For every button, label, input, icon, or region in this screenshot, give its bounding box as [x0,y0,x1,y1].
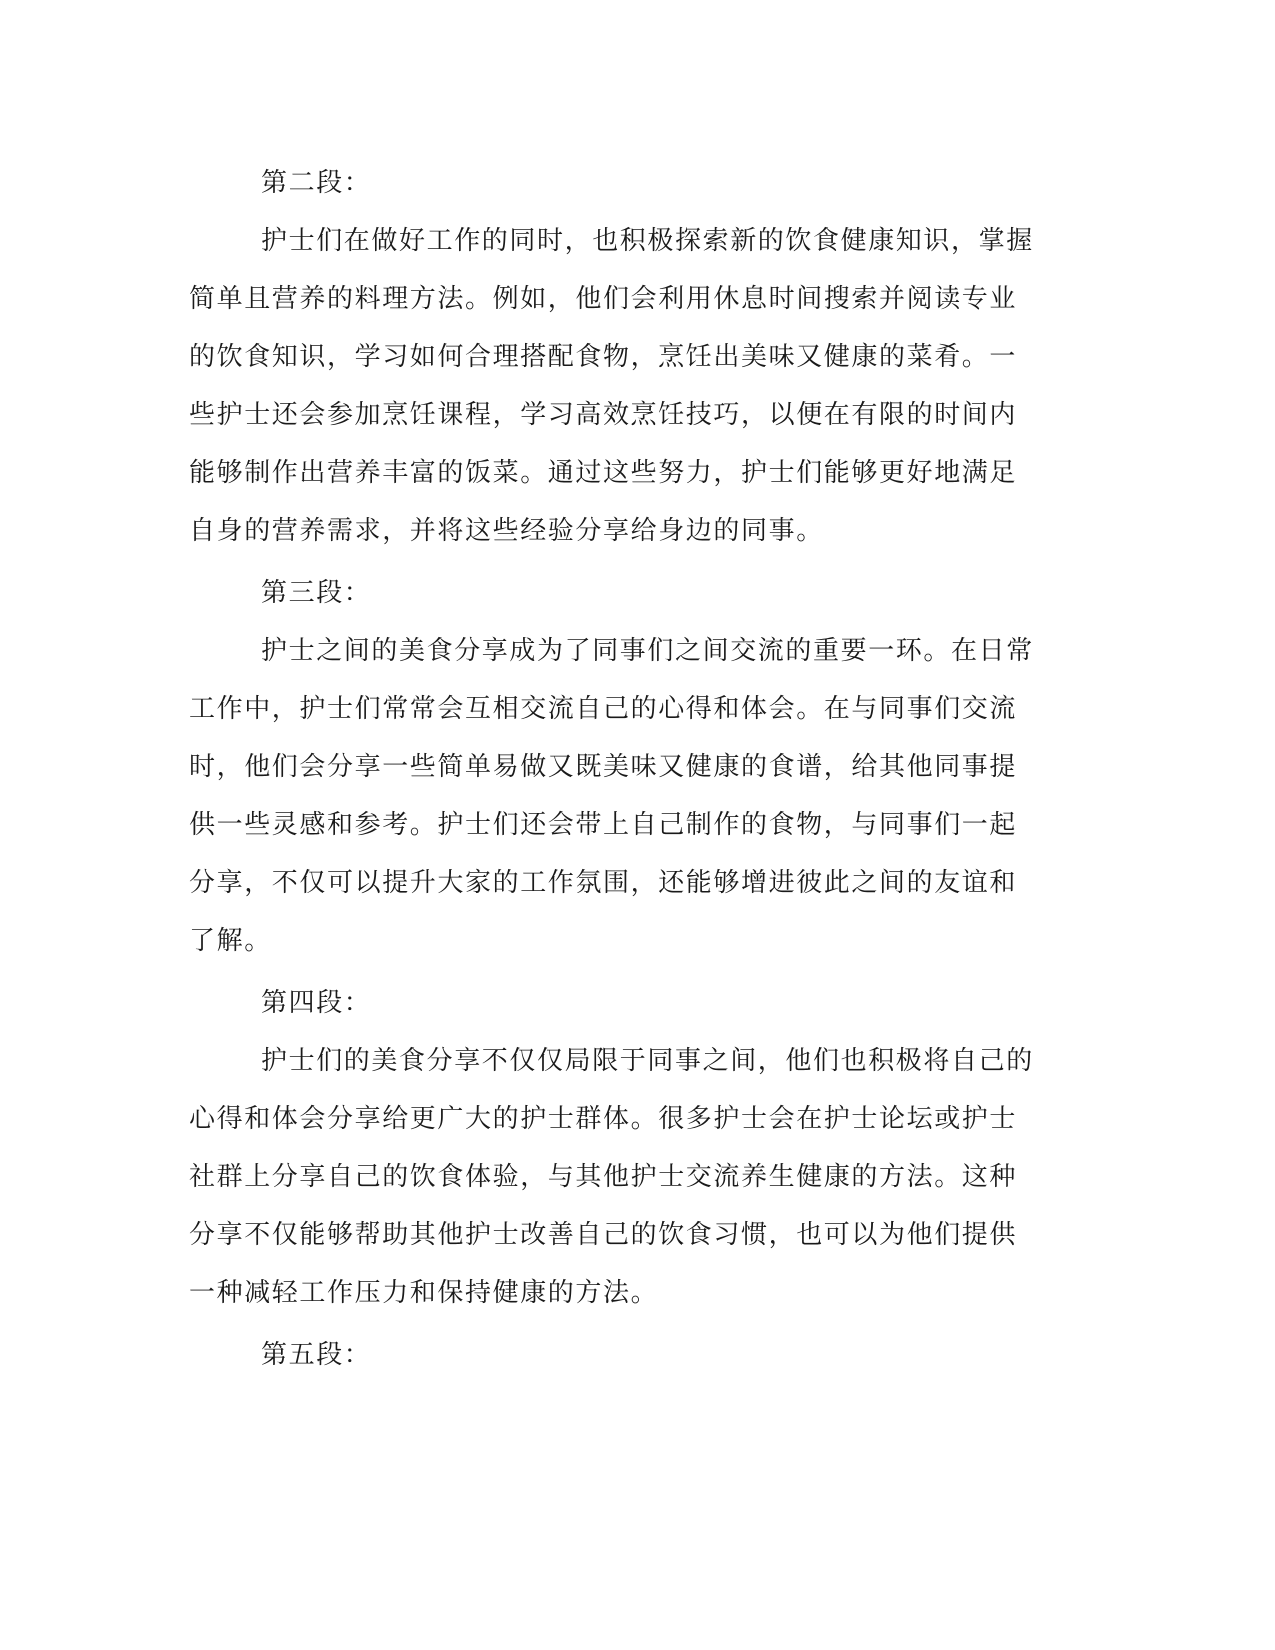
paragraph-line: 工作中，护士们常常会互相交流自己的心得和体会。在与同事们交流 [189,694,1018,724]
paragraph-line: 护士们在做好工作的同时，也积极探索新的饮食健康知识，掌握 [261,226,1034,256]
section-heading: 第二段： [261,168,372,198]
paragraph-line: 的饮食知识，学习如何合理搭配食物，烹饪出美味又健康的菜肴。一 [189,342,1018,372]
paragraph-line: 简单且营养的料理方法。例如，他们会利用休息时间搜索并阅读专业 [189,284,1018,314]
paragraph-line: 自身的营养需求，并将这些经验分享给身边的同事。 [189,516,824,546]
paragraph-line: 社群上分享自己的饮食体验，与其他护士交流养生健康的方法。这种 [189,1162,1018,1192]
section-heading: 第三段： [261,578,372,608]
paragraph-line: 能够制作出营养丰富的饭菜。通过这些努力，护士们能够更好地满足 [189,458,1018,488]
paragraph-line: 护士之间的美食分享成为了同事们之间交流的重要一环。在日常 [261,636,1034,666]
paragraph-line: 分享不仅能够帮助其他护士改善自己的饮食习惯，也可以为他们提供 [189,1220,1018,1250]
paragraph-line: 护士们的美食分享不仅仅局限于同事之间，他们也积极将自己的 [261,1046,1034,1076]
paragraph-line: 些护士还会参加烹饪课程，学习高效烹饪技巧，以便在有限的时间内 [189,400,1018,430]
paragraph-line: 供一些灵感和参考。护士们还会带上自己制作的食物，与同事们一起 [189,810,1018,840]
paragraph-line: 一种减轻工作压力和保持健康的方法。 [189,1278,659,1308]
paragraph-line: 了解。 [189,926,272,956]
paragraph-line: 心得和体会分享给更广大的护士群体。很多护士会在护士论坛或护士 [189,1104,1018,1134]
section-heading: 第五段： [261,1340,372,1370]
paragraph-line: 时，他们会分享一些简单易做又既美味又健康的食谱，给其他同事提 [189,752,1018,782]
paragraph-line: 分享，不仅可以提升大家的工作氛围，还能够增进彼此之间的友谊和 [189,868,1018,898]
section-heading: 第四段： [261,988,372,1018]
